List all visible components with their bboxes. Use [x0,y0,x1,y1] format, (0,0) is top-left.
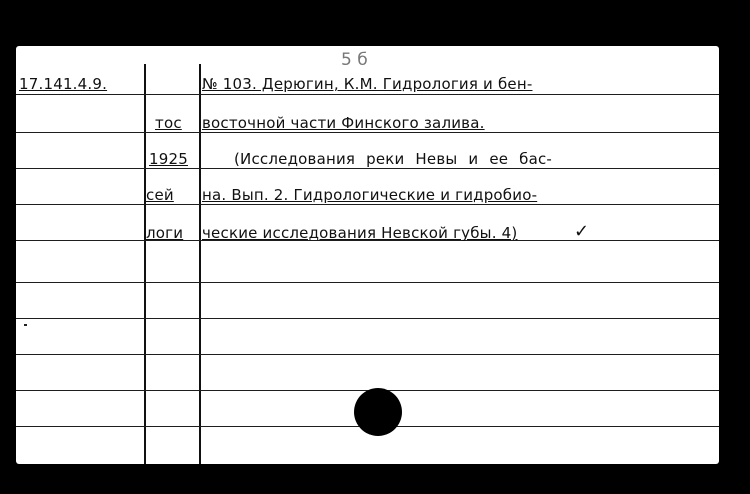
pencil-mark: 5 б [341,50,368,70]
speck [24,324,27,326]
ruled-line [16,354,719,355]
check-mark: ✓ [574,221,590,242]
ruled-line [16,94,719,95]
entry-line: № 103. Дерюгин, К.М. Гидрология и бен- [202,75,533,93]
ruled-line [16,204,719,205]
ruled-line [16,168,719,169]
entry-line: восточной части Финского залива. [202,114,485,132]
left-column-text: логи [146,224,184,242]
left-column-text: 1925 [149,150,188,168]
column-divider-right [199,64,201,464]
entry-line: (Исследования реки Невы и ее бас- [234,150,553,168]
entry-line: на. Вып. 2. Гидрологические и гидробио- [202,186,538,204]
call-number: 17.141.4.9. [19,75,108,93]
ruled-line [16,132,719,133]
column-divider-left [144,64,146,464]
entry-line: ческие исследования Невской губы. 4) [202,224,518,242]
left-column-text: сей [146,186,174,204]
left-column-text: тос [155,114,182,132]
catalog-card [16,46,719,464]
punch-hole [354,388,402,436]
ruled-line [16,318,719,319]
ruled-line [16,282,719,283]
